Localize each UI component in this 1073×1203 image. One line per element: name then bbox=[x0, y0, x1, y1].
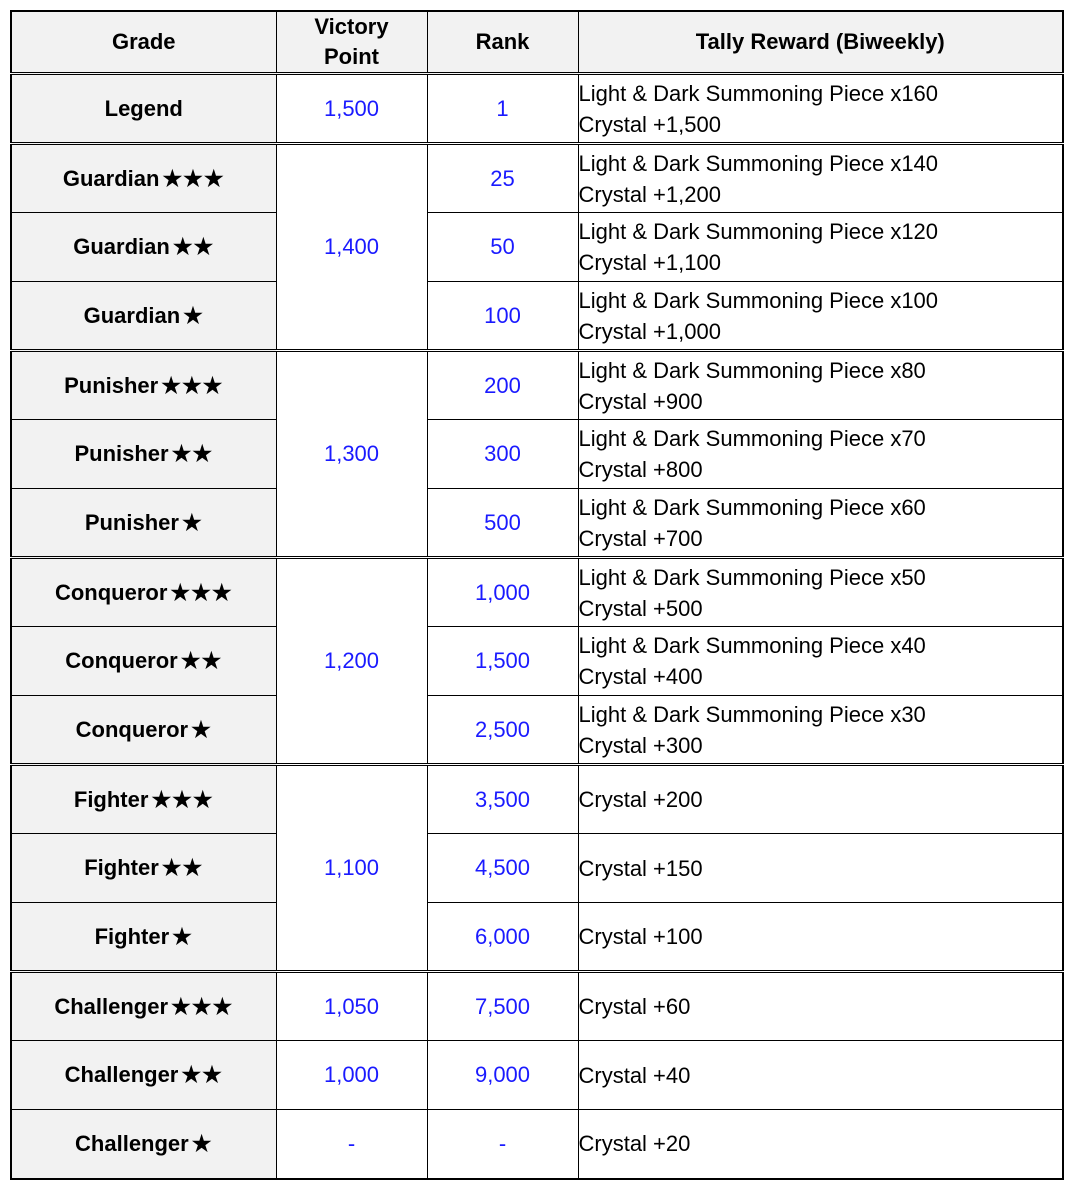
rank-cell: 1,500 bbox=[427, 627, 578, 696]
reward-cell bbox=[578, 1041, 1063, 1110]
grade-cell bbox=[11, 1110, 276, 1179]
rank-cell: 300 bbox=[427, 420, 578, 489]
star-rating-icon: ★★★ bbox=[151, 786, 214, 812]
rank-cell: 25 bbox=[427, 144, 578, 213]
reward-cell bbox=[578, 74, 1063, 144]
victory-point-cell: 1,500 bbox=[276, 74, 427, 144]
grade-cell bbox=[11, 903, 276, 972]
star-rating-icon: ★★ bbox=[161, 855, 204, 880]
table-row-punisher-3 bbox=[11, 351, 1063, 420]
star-rating-icon: ★★ bbox=[172, 234, 215, 259]
grade-cell bbox=[11, 765, 276, 834]
rank-cell: - bbox=[427, 1110, 578, 1179]
rank-cell: 6,000 bbox=[427, 903, 578, 972]
reward-line: Crystal +1,500 bbox=[578, 111, 721, 137]
grade-label: Challenger bbox=[54, 993, 169, 1019]
reward-line: Crystal +20 bbox=[578, 1131, 691, 1157]
reward-line: Crystal +800 bbox=[578, 457, 703, 482]
reward-line: Crystal +500 bbox=[578, 595, 703, 621]
grade-label: Punisher bbox=[74, 441, 169, 466]
grade-cell bbox=[11, 489, 276, 558]
rank-column-header: Rank bbox=[427, 11, 578, 74]
victory-point-header-label: Victory Point bbox=[314, 14, 389, 69]
table-row-guardian-2 bbox=[11, 213, 1063, 282]
reward-line: Light & Dark Summoning Piece x140 bbox=[578, 150, 939, 176]
victory-point-column-header bbox=[276, 11, 427, 74]
reward-line: Light & Dark Summoning Piece x80 bbox=[578, 357, 926, 383]
grade-label: Challenger bbox=[64, 1062, 179, 1087]
grade-cell bbox=[11, 144, 276, 213]
reward-line: Light & Dark Summoning Piece x160 bbox=[578, 80, 939, 106]
reward-line: Light & Dark Summoning Piece x100 bbox=[578, 287, 939, 313]
reward-cell bbox=[578, 489, 1063, 558]
star-rating-icon: ★ bbox=[191, 716, 212, 742]
grade-label: Fighter bbox=[84, 855, 159, 880]
rank-cell: 1 bbox=[427, 74, 578, 144]
grade-cell bbox=[11, 74, 276, 144]
rank-cell: 3,500 bbox=[427, 765, 578, 834]
reward-line: Crystal +200 bbox=[578, 787, 703, 812]
grade-cell bbox=[11, 834, 276, 903]
reward-line: Crystal +400 bbox=[578, 664, 703, 689]
grade-cell bbox=[11, 627, 276, 696]
rank-cell: 4,500 bbox=[427, 834, 578, 903]
rank-cell: 100 bbox=[427, 282, 578, 351]
rank-cell: 50 bbox=[427, 213, 578, 282]
table-row-conqueror-1 bbox=[11, 696, 1063, 765]
reward-cell bbox=[578, 765, 1063, 834]
reward-line: Crystal +1,000 bbox=[578, 318, 721, 344]
star-rating-icon: ★★ bbox=[180, 648, 223, 673]
rank-cell: 500 bbox=[427, 489, 578, 558]
reward-cell bbox=[578, 627, 1063, 696]
grade-cell bbox=[11, 558, 276, 627]
reward-line: Light & Dark Summoning Piece x30 bbox=[578, 701, 926, 727]
tally-reward-table bbox=[10, 10, 1064, 1180]
victory-point-cell: 1,050 bbox=[276, 972, 427, 1041]
victory-point-cell: 1,300 bbox=[276, 351, 427, 558]
reward-line: Crystal +300 bbox=[578, 732, 703, 758]
reward-cell bbox=[578, 558, 1063, 627]
grade-label: Punisher bbox=[84, 509, 179, 535]
star-rating-icon: ★★★ bbox=[171, 993, 234, 1019]
table-header-row bbox=[11, 11, 1063, 74]
reward-cell bbox=[578, 1110, 1063, 1179]
reward-line: Crystal +40 bbox=[578, 1062, 691, 1088]
table-row-conqueror-2 bbox=[11, 627, 1063, 696]
reward-cell bbox=[578, 144, 1063, 213]
star-rating-icon: ★ bbox=[191, 1130, 213, 1156]
table-row-punisher-2 bbox=[11, 420, 1063, 489]
star-rating-icon: ★ bbox=[172, 923, 193, 949]
grade-label: Challenger bbox=[75, 1130, 189, 1156]
rank-cell: 2,500 bbox=[427, 696, 578, 765]
grade-label: Conqueror bbox=[54, 579, 168, 605]
reward-line: Light & Dark Summoning Piece x50 bbox=[578, 564, 926, 590]
grade-label: Punisher bbox=[64, 372, 159, 398]
grade-cell bbox=[11, 696, 276, 765]
grade-cell bbox=[11, 351, 276, 420]
table-row-legend bbox=[11, 74, 1063, 144]
victory-point-cell: 1,200 bbox=[276, 558, 427, 765]
table-row-guardian-1 bbox=[11, 282, 1063, 351]
rank-cell: 200 bbox=[427, 351, 578, 420]
grade-label: Guardian bbox=[83, 302, 181, 328]
star-rating-icon: ★★ bbox=[171, 441, 214, 466]
reward-line: Crystal +700 bbox=[578, 525, 703, 551]
table-row-challenger-2 bbox=[11, 1041, 1063, 1110]
reward-cell bbox=[578, 282, 1063, 351]
table-row-punisher-1 bbox=[11, 489, 1063, 558]
rank-cell: 9,000 bbox=[427, 1041, 578, 1110]
star-rating-icon: ★★★ bbox=[170, 579, 233, 605]
table-row-challenger-3 bbox=[11, 972, 1063, 1041]
grade-cell bbox=[11, 213, 276, 282]
grade-cell bbox=[11, 972, 276, 1041]
table-row-challenger-1 bbox=[11, 1110, 1063, 1179]
rank-cell: 7,500 bbox=[427, 972, 578, 1041]
victory-point-cell: - bbox=[276, 1110, 427, 1179]
reward-line: Light & Dark Summoning Piece x120 bbox=[578, 219, 939, 244]
table-row-fighter-3 bbox=[11, 765, 1063, 834]
victory-point-cell: 1,100 bbox=[276, 765, 427, 972]
reward-line: Crystal +60 bbox=[578, 994, 691, 1019]
grade-label: Legend bbox=[104, 95, 183, 121]
grade-cell bbox=[11, 420, 276, 489]
reward-line: Light & Dark Summoning Piece x40 bbox=[578, 633, 926, 658]
reward-line: Crystal +100 bbox=[578, 924, 703, 949]
grade-label: Conqueror bbox=[75, 716, 189, 742]
reward-line: Crystal +900 bbox=[578, 388, 703, 414]
grade-cell bbox=[11, 1041, 276, 1110]
reward-cell bbox=[578, 420, 1063, 489]
grade-label: Guardian bbox=[62, 165, 160, 191]
grade-label: Conqueror bbox=[65, 648, 178, 673]
table-row-fighter-2 bbox=[11, 834, 1063, 903]
grade-column-header: Grade bbox=[11, 11, 276, 74]
rank-cell: 1,000 bbox=[427, 558, 578, 627]
victory-point-cell: 1,000 bbox=[276, 1041, 427, 1110]
star-rating-icon: ★★★ bbox=[162, 165, 225, 191]
reward-line: Light & Dark Summoning Piece x60 bbox=[578, 494, 926, 520]
reward-cell bbox=[578, 696, 1063, 765]
table-row-guardian-3 bbox=[11, 144, 1063, 213]
reward-cell bbox=[578, 213, 1063, 282]
table-row-conqueror-3 bbox=[11, 558, 1063, 627]
reward-cell bbox=[578, 834, 1063, 903]
star-rating-icon: ★★ bbox=[181, 1062, 223, 1087]
tally-reward-column-header: Tally Reward (Biweekly) bbox=[578, 11, 1063, 74]
reward-line: Light & Dark Summoning Piece x70 bbox=[578, 426, 926, 451]
reward-line: Crystal +1,100 bbox=[578, 250, 721, 275]
tally-reward-table-container bbox=[10, 10, 1064, 1180]
reward-cell bbox=[578, 903, 1063, 972]
reward-cell bbox=[578, 351, 1063, 420]
star-rating-icon: ★★★ bbox=[161, 372, 224, 398]
reward-line: Crystal +150 bbox=[578, 855, 703, 881]
grade-cell bbox=[11, 282, 276, 351]
reward-cell bbox=[578, 972, 1063, 1041]
star-rating-icon: ★ bbox=[183, 302, 204, 328]
grade-label: Fighter bbox=[73, 786, 149, 812]
table-row-fighter-1 bbox=[11, 903, 1063, 972]
grade-label: Guardian bbox=[73, 234, 170, 259]
star-rating-icon: ★ bbox=[181, 509, 203, 535]
reward-line: Crystal +1,200 bbox=[578, 181, 721, 207]
grade-label: Fighter bbox=[94, 923, 170, 949]
victory-point-cell: 1,400 bbox=[276, 144, 427, 351]
